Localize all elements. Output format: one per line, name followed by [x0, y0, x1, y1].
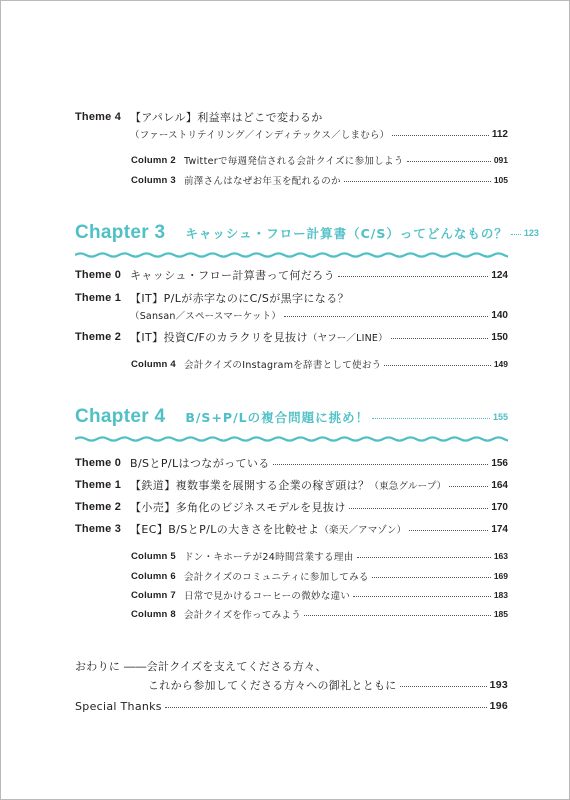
- page-number: 091: [493, 155, 508, 165]
- dot-leader: [384, 365, 490, 366]
- entry-title: これから参加してくださる方々への御礼とともに: [148, 679, 397, 692]
- entry-label: Theme 2: [75, 501, 122, 513]
- entry-subtitle: （Sansan／スペースマーケット）: [130, 311, 282, 322]
- page-number: 163: [493, 551, 508, 561]
- entry-label: Column 3: [131, 174, 176, 186]
- entry-title: Twitterで毎週発信される会計クイズに参加しよう: [184, 156, 404, 167]
- entry-title: 【小売】多角化のビジネスモデルを見抜け: [130, 501, 346, 514]
- chapter-label: Chapter 3: [75, 222, 166, 243]
- page-number: 124: [491, 269, 508, 281]
- table-of-contents: [75, 0, 539, 800]
- toc-entry-ch4-theme-0[interactable]: [75, 454, 508, 472]
- dot-leader: [400, 686, 487, 687]
- page-number: 105: [493, 175, 508, 185]
- toc-entry-ch4-theme-1[interactable]: [75, 476, 508, 494]
- dot-leader: [391, 338, 489, 339]
- page-number: 123: [523, 228, 539, 238]
- entry-title: 【IT】投資C/Fのカラクリを見抜け: [130, 331, 308, 344]
- dot-leader: [392, 135, 489, 136]
- entry-title: 【IT】P/Lが赤字なのにC/Sが黒字になる？: [130, 292, 349, 305]
- toc-entry-column-5[interactable]: [131, 547, 508, 565]
- entry-title: ドン・キホーテが24時間営業する理由: [184, 552, 354, 563]
- toc-entry-column-2[interactable]: [131, 151, 508, 169]
- page-number: 164: [491, 479, 508, 491]
- chapter-title: キャッシュ・フロー計算書（C/S）ってどんなもの？: [185, 226, 508, 241]
- page-number: 185: [493, 609, 508, 619]
- wave-divider: [75, 250, 508, 260]
- page-number: 193: [489, 679, 508, 691]
- page-number: 196: [489, 700, 508, 712]
- page-number: 183: [493, 590, 508, 600]
- toc-entry-closing-line-2[interactable]: [148, 676, 508, 694]
- page-number: 169: [493, 571, 508, 581]
- toc-entry-ch3-theme-2[interactable]: [75, 328, 508, 346]
- dot-leader: [409, 530, 488, 531]
- page-number: 170: [491, 501, 508, 513]
- entry-label: Theme 1: [75, 292, 122, 304]
- page-number: 155: [492, 412, 508, 422]
- chapter-title: B/S+P/Lの複合問題に挑め！: [185, 410, 370, 425]
- dot-leader: [344, 181, 491, 182]
- dot-leader: [304, 615, 491, 616]
- entry-title: 【EC】B/SとP/Lの大きさを比較せよ: [130, 523, 320, 536]
- toc-entry-special-thanks[interactable]: [75, 697, 508, 715]
- toc-entry-ch3-theme-1-subtitle[interactable]: [130, 306, 508, 324]
- entry-label: Column 6: [131, 570, 176, 582]
- entry-title: Special Thanks: [75, 699, 162, 713]
- dot-leader: [349, 508, 489, 509]
- entry-title: 前澤さんはなぜお年玉を配れるのか: [184, 176, 341, 187]
- entry-title: おわりに ――会計クイズを支えてくださる方々、: [75, 660, 327, 673]
- chapter-4-heading[interactable]: [75, 404, 508, 430]
- wave-divider: [75, 434, 508, 444]
- toc-entry-ch3-theme-0[interactable]: [75, 266, 508, 284]
- dot-leader: [165, 707, 487, 708]
- dot-leader: [353, 596, 491, 597]
- chapter-3-heading[interactable]: [75, 220, 539, 246]
- entry-label: Column 5: [131, 550, 176, 562]
- toc-entry-ch3-theme-1[interactable]: [75, 289, 508, 307]
- entry-label: Column 7: [131, 589, 176, 601]
- dot-leader: [284, 316, 488, 317]
- chapter-label: Chapter 4: [75, 406, 166, 427]
- dot-leader: [449, 486, 488, 487]
- dot-leader: [357, 557, 491, 558]
- entry-subtitle: （ファーストリテイリング／インディテックス／しまむら）: [130, 130, 390, 141]
- toc-entry-ch4-theme-2[interactable]: [75, 498, 508, 516]
- page-number: 140: [491, 309, 508, 321]
- toc-entry-column-4[interactable]: [131, 355, 508, 373]
- toc-entry-column-3[interactable]: [131, 171, 508, 189]
- entry-title: 会計クイズのコミュニティに参加してみる: [184, 572, 369, 583]
- toc-entry-theme-4-subtitle[interactable]: [130, 125, 508, 143]
- dot-leader: [273, 464, 489, 465]
- entry-label: Theme 3: [75, 523, 122, 535]
- entry-label: Theme 4: [75, 111, 122, 123]
- toc-entry-theme-4[interactable]: [75, 108, 508, 126]
- entry-label: Theme 0: [75, 457, 122, 469]
- dot-leader: [372, 418, 490, 419]
- toc-entry-closing-line-1[interactable]: [75, 657, 508, 675]
- dot-leader: [407, 161, 491, 162]
- dot-leader: [372, 577, 491, 578]
- entry-label: Column 4: [131, 358, 176, 370]
- entry-title-note: （東急グループ）: [369, 481, 447, 492]
- page-number: 149: [493, 359, 508, 369]
- toc-entry-column-8[interactable]: [131, 605, 508, 623]
- entry-title: キャッシュ・フロー計算書って何だろう: [130, 269, 335, 282]
- entry-title: 会計クイズを作ってみよう: [184, 610, 302, 621]
- entry-label: Theme 2: [75, 331, 122, 343]
- entry-label: Theme 0: [75, 269, 122, 281]
- entry-label: Column 2: [131, 154, 176, 166]
- page-number: 150: [491, 331, 508, 343]
- toc-entry-column-7[interactable]: [131, 586, 508, 604]
- dot-leader: [511, 234, 521, 235]
- page-number: 174: [491, 523, 508, 535]
- page-number: 112: [491, 128, 508, 140]
- dot-leader: [338, 276, 488, 277]
- entry-label: Theme 1: [75, 479, 122, 491]
- page-number: 156: [491, 457, 508, 469]
- toc-entry-ch4-theme-3[interactable]: [75, 520, 508, 538]
- entry-title: 会計クイズのInstagramを辞書として使おう: [184, 360, 382, 371]
- entry-title: 【鉄道】複数事業を展開する企業の稼ぎ頭は？: [130, 479, 370, 492]
- entry-title: B/SとP/Lはつながっている: [130, 457, 270, 470]
- entry-label: Column 8: [131, 608, 176, 620]
- entry-title-note: （楽天／アマゾン）: [319, 525, 407, 536]
- entry-title-note: （ヤフー／LINE）: [307, 333, 388, 344]
- entry-title: 【アパレル】利益率はどこで変わるか: [130, 111, 323, 124]
- entry-title: 日常で見かけるコーヒーの微妙な違い: [184, 591, 351, 602]
- toc-entry-column-6[interactable]: [131, 567, 508, 585]
